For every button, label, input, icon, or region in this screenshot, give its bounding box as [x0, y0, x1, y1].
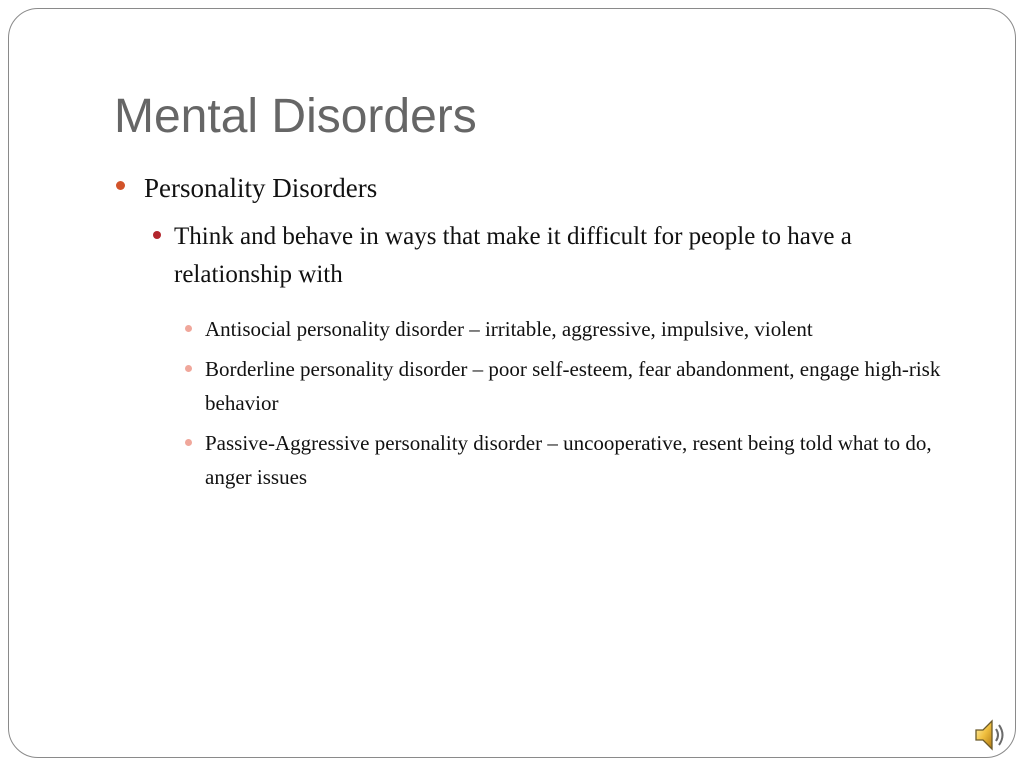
bullet-antisocial: [205, 312, 965, 346]
bullet-borderline: [205, 352, 965, 420]
bullet-personality-disorders: [144, 168, 944, 208]
speaker-icon-graphic: [974, 716, 1008, 754]
slide-content: [0, 168, 1024, 494]
bullet-dot-icon: [116, 181, 125, 190]
bullet-text: Borderline personality disorder – poor self-esteem, fear abandonment, engage high-risk behavior: [205, 357, 941, 415]
bullet-text: Antisocial personality disorder – irritable, aggressive, impulsive, violent: [205, 317, 813, 341]
bullet-text: Passive-Aggressive personality disorder – uncooperative, resent being told what to do, anger issues: [205, 431, 932, 489]
bullet-text: Think and behave in ways that make it difficult for people to have a relationship with: [174, 223, 852, 288]
bullet-dot-icon: [153, 231, 161, 239]
bullet-passive-aggressive: [205, 426, 965, 494]
bullet-definition: [174, 218, 934, 294]
bullet-text: Personality Disorders: [144, 173, 378, 203]
bullet-dot-icon: [185, 325, 192, 332]
speaker-icon[interactable]: [974, 716, 1008, 754]
bullet-dot-icon: [185, 365, 192, 372]
bullet-dot-icon: [185, 439, 192, 446]
slide-title: Mental Disorders: [114, 90, 477, 143]
